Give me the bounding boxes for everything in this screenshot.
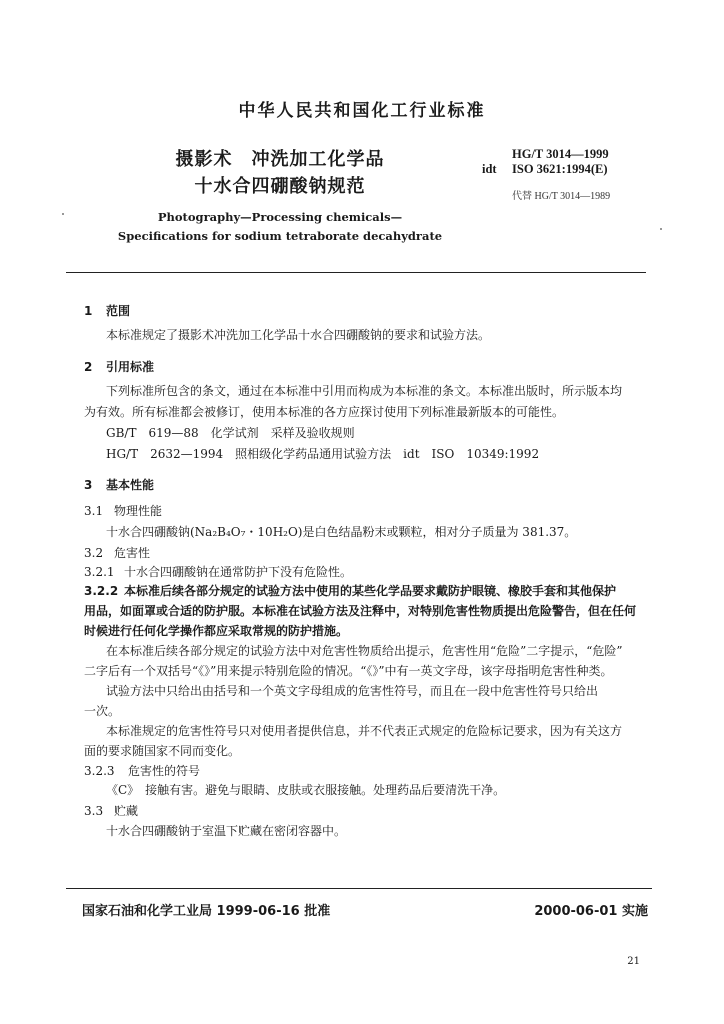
- section-1-heading: 1 范围: [84, 304, 131, 318]
- section-3-2-2-line2: 用品，如面罩或合适的防护服。本标准在试验方法及注释中，对特别危害性物质提出危险警告，但在任何: [84, 604, 637, 618]
- implementation-date: 2000-06-01 实施: [534, 904, 648, 919]
- iso-number: ISO 3621:1994(E): [512, 162, 608, 176]
- section-2-heading: 2 引用标准: [84, 360, 155, 374]
- replaces-standard: 代替 HG/T 3014—1989: [512, 191, 611, 202]
- info-note-line2: 面的要求随国家不同而变化。: [84, 744, 241, 758]
- header-divider: [66, 272, 646, 273]
- english-title-line2: Specifications for sodium tetraborate decahydrate: [117, 229, 443, 243]
- section-3-3-heading: 3.3 贮藏: [84, 804, 139, 818]
- hazard-symbol-note-line2: 一次。: [84, 704, 121, 718]
- section-3-2-heading: 3.2 危害性: [84, 546, 151, 560]
- section-3-heading: 3 基本性能: [84, 478, 155, 492]
- approval-date: 国家石油和化学工业局 1999-06-16 批准: [82, 904, 331, 919]
- page-number: 21: [627, 956, 640, 967]
- standard-category-title: 中华人民共和国化工行业标准: [238, 101, 486, 121]
- section-1-text: 本标准规定了摄影术冲洗加工化学品十水合四硼酸钠的要求和试验方法。: [106, 328, 491, 342]
- section-3-2-3-heading: 3.2.3 危害性的符号: [84, 764, 201, 778]
- hazard-note-line1: 在本标准后续各部分规定的试验方法中对危害性物质给出提示，危害性用“危险”二字提示，“危险”: [106, 644, 623, 658]
- scan-speck: [62, 213, 64, 215]
- hazard-note-line2: 二字后有一个双括号“《》”用来提示特别危险的情况。“《》”中有一英文字母，该字母指明危害性种类。: [84, 664, 613, 678]
- info-note-line1: 本标准规定的危害性符号只对使用者提供信息，并不代表正式规定的危险标记要求，因为有关这方: [106, 724, 623, 738]
- chinese-title: [0, 146, 560, 200]
- section-3-2-2-line3: 时候进行任何化学操作都应采取常规的防护措施。: [84, 624, 349, 638]
- standard-number-block: [482, 147, 610, 204]
- reference-gb-619: GB/T 619—88 化学试剂 采样及验收规则: [106, 426, 355, 440]
- section-3-2-1: 3.2.1 十水合四硼酸钠在通常防护下没有危险性。: [84, 565, 353, 579]
- chinese-title-line1: 摄影术 冲洗加工化学品: [175, 149, 385, 170]
- scan-speck: [660, 228, 662, 230]
- footer-divider: [66, 888, 652, 889]
- chinese-title-line2: 十水合四硼酸钠规范: [194, 176, 366, 197]
- english-title: [0, 208, 560, 246]
- section-3-2-2-line1: 3.2.2 本标准后续各部分规定的试验方法中使用的某些化学品要求戴防护眼镜、橡胶手套和其他保护: [84, 584, 617, 598]
- idt-prefix: idt: [482, 162, 497, 176]
- english-title-line1: Photography—Processing chemicals—: [157, 210, 403, 224]
- section-2-para-line1: 下列标准所包含的条文，通过在本标准中引用而构成为本标准的条文。本标准出版时，所示版本均: [106, 384, 623, 398]
- hazard-symbol-note-line1: 试验方法中只给出由括号和一个英文字母组成的危害性符号，而且在一段中危害性符号只给出: [106, 684, 599, 698]
- section-3-1-heading: 3.1 物理性能: [84, 504, 163, 518]
- standard-number: HG/T 3014—1999: [512, 147, 609, 161]
- section-3-1-text: 十水合四硼酸钠(Na₂B₄O₇・10H₂O)是白色结晶粉末或颗粒，相对分子质量为 381.37。: [106, 525, 577, 539]
- section-2-para-line2: 为有效。所有标准都会被修订，使用本标准的各方应探讨使用下列标准最新版本的可能性。: [84, 405, 565, 419]
- section-3-3-text: 十水合四硼酸钠于室温下贮藏在密闭容器中。: [106, 824, 347, 838]
- section-3-2-3-text: 《C》 接触有害。避免与眼睛、皮肤或衣服接触。处理药品后要清洗干净。: [106, 783, 506, 797]
- reference-hg-2632: HG/T 2632—1994 照相级化学药品通用试验方法 idt ISO 10349:1992: [106, 447, 540, 461]
